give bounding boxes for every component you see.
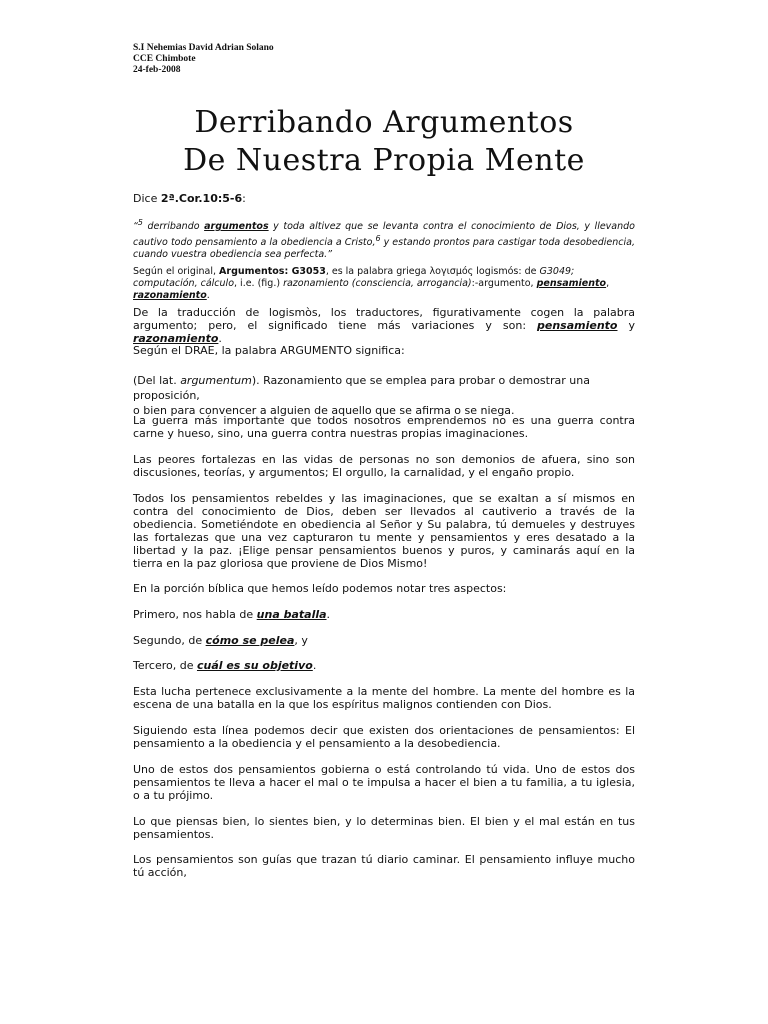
keyword-razonamiento: razonamiento — [133, 290, 207, 301]
original-word: Argumentos: — [219, 266, 289, 277]
document-date: 24-feb-2008 — [133, 65, 181, 75]
verse-number-5: 5 — [137, 218, 143, 227]
keyword-pensamiento: pensamiento — [536, 278, 607, 289]
original-definition: Según el original, Argumentos: G3053, es la palabra griega λογισμός logismós: de G3049; computación, cálculo, i.e. (fig.) razonamiento (consciencia, arrogancia):-argumento, pensamiento, razonamiento. — [133, 266, 610, 301]
strong-ref: G3049 — [539, 266, 572, 277]
paragraph-portion: En la porción bíblica que hemos leído podemos notar tres aspectos: — [133, 582, 507, 595]
aspect-first-keyword: una batalla — [256, 608, 327, 621]
title-line-2: De Nuestra Propia Mente — [183, 143, 585, 178]
aspect-third-keyword: cuál es su objetivo — [196, 659, 313, 672]
translation-paragraph: De la traducción de logismòs, los traductores, figurativamente cogen la palabra argumento; pero, el significado tiene más variaciones y son: pensamiento y razonamiento. — [133, 306, 635, 345]
translation-keyword-1: pensamiento — [537, 319, 618, 332]
title-line-1: Derribando Argumentos — [194, 105, 574, 140]
definition-paragraph: (Del lat. argumentum). Razonamiento que se emplea para probar o demostrar una proposición, o bien para convencer a alguien de aquello que se afirma o se niega. — [133, 374, 590, 417]
church-name: CCE Chimbote — [133, 54, 196, 64]
author-name: S.I Nehemias David Adrian Solano — [133, 43, 274, 53]
verse-number-6: 6 — [375, 234, 381, 244]
paragraph-orientations: Siguiendo esta línea podemos decir que existen dos orientaciones de pensamientos: El pensamiento a la obediencia y el pensamiento a la desobediencia. — [133, 724, 635, 750]
page-title — [0, 104, 768, 180]
verse-reference: Dice 2ª.Cor.10:5-6: — [133, 192, 246, 205]
paragraph-fortresses: Las peores fortalezas en las vidas de personas no son demonios de afuera, sino son discusiones, teorías, y argumentos; El orgullo, la carnalidad, y el engaño propio. — [133, 453, 635, 479]
paragraph-govern: Uno de estos dos pensamientos gobierna o está controlando tú vida. Uno de estos dos pensamientos te lleva a hacer el mal o te impulsa a hacer el bien a tu familia, a tu iglesia, o a tu prójimo. — [133, 763, 635, 802]
verse-ref-citation: 2ª.Cor.10:5-6 — [160, 192, 243, 205]
aspect-second: Segundo, de cómo se pelea, y — [133, 634, 308, 647]
drae-paragraph: Según el DRAE, la palabra ARGUMENTO significa: — [133, 344, 405, 357]
paragraph-rebels: Todos los pensamientos rebeldes y las imaginaciones, que se exaltan a sí mismos en contra del conocimiento de Dios, deben ser llevados al cautiverio a través de la obediencia. Sometiéndote en obediencia al Señor y Su palabra, tú demueles y destruyes las fortalezas que una vez capturaron tu mente y pensamientos y eres desatado a la libertad y la paz. ¡Elige pensar pensamientos buenos y puros, y caminarás aquí en la tierra en la paz gloriosa que proviene de Dios Mismo! — [133, 492, 635, 570]
paragraph-fight: Esta lucha pertenece exclusivamente a la mente del hombre. La mente del hombre es la escena de una batalla en la que los espíritus malignos contienden con Dios. — [133, 685, 635, 711]
keyword-argumentos: argumentos — [204, 221, 269, 233]
paragraph-war: La guerra más importante que todos nosotros emprendemos no es una guerra contra carne y hueso, sino, una guerra contra nuestras propias imaginaciones. — [133, 414, 635, 440]
strong-code: G3053 — [288, 266, 326, 277]
latin-word: argumentum — [180, 374, 252, 387]
document-header — [133, 43, 274, 76]
aspect-second-keyword: cómo se pelea — [205, 634, 295, 647]
aspect-first: Primero, nos habla de una batalla. — [133, 608, 331, 621]
aspect-third: Tercero, de cuál es su objetivo. — [133, 659, 317, 672]
scripture-quote: “$^5$ derribando argumentos y toda altivez que se levanta contra el conocimiento de Dios, y llevando cautivo todo pensamiento a la obediencia a Cristo,$^6$ y estando prontos para castigar toda desobediencia, cuando vuestra obediencia sea perfecta.” — [133, 218, 636, 261]
paragraph-guides: Los pensamientos son guías que trazan tú diario caminar. El pensamiento influye mucho tú acción, — [133, 853, 635, 879]
paragraph-think: Lo que piensas bien, lo sientes bien, y lo determinas bien. El bien y el mal están en tus pensamientos. — [133, 815, 635, 841]
greek-word: λογισμός logismós — [429, 266, 519, 277]
translation-keyword-2: razonamiento — [133, 332, 219, 345]
